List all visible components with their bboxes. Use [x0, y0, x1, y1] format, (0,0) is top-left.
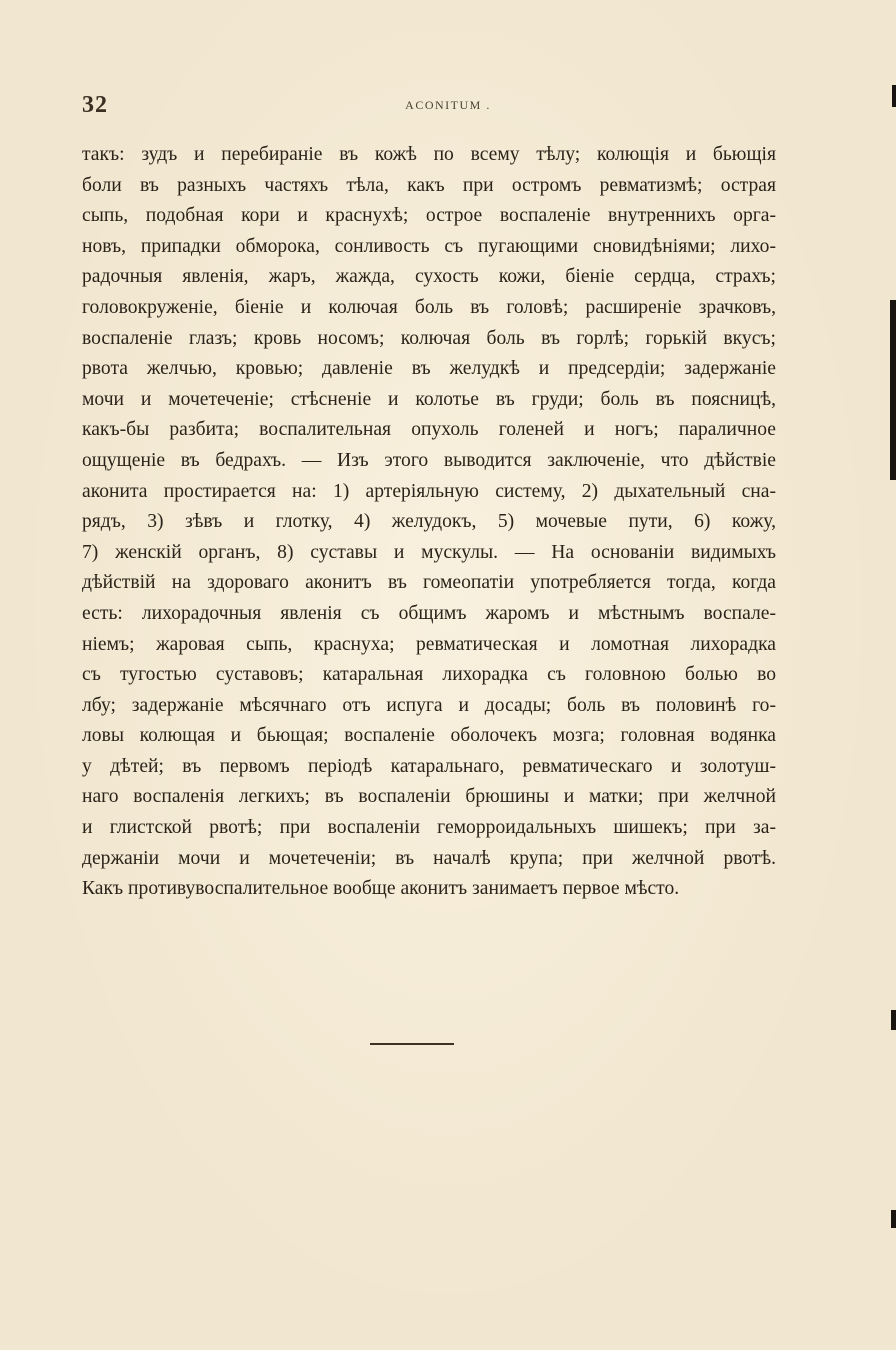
- text-line: такъ: зудъ и перебиранiе въ кожѣ по всему тѣлу; колющiя и бьющiя: [82, 144, 776, 165]
- text-line: ощущенiе въ бедрахъ. — Изъ этого выводится заключенiе, что дѣйствiе: [82, 449, 776, 471]
- end-rule-divider: [370, 1043, 454, 1045]
- text-line: и глистской рвотѣ; при воспаленiи геморроидальныхъ шишекъ; при за-: [82, 817, 776, 839]
- text-line: воспаленiе глазъ; кровь носомъ; колючая боль въ горлѣ; горькiй вкусъ;: [82, 327, 776, 349]
- page-edge-mark: [891, 1010, 896, 1030]
- text-line: лбу; задержанiе мѣсячнаго отъ испуга и досады; боль въ половинѣ го-: [82, 694, 776, 716]
- page-edge-shadow: [890, 300, 896, 480]
- text-line: 7) женскiй органъ, 8) суставы и мускулы. — На основанiи видимыхъ: [82, 541, 776, 563]
- text-line: рвота желчью, кровью; давленiе въ желудкѣ и предсердiи; задержанiе: [82, 358, 776, 380]
- page-number: 32: [82, 92, 108, 118]
- text-line: сыпь, подобная кори и краснухѣ; острое воспаленiе внутреннихъ орга-: [82, 205, 776, 227]
- body-paragraph: [82, 140, 776, 905]
- text-line: нiемъ; жаровая сыпь, краснуха; ревматическая и ломотная лихорадка: [82, 633, 776, 655]
- text-line: ловы колющая и бьющая; воспаленiе оболочекъ мозга; головная водянка: [82, 725, 776, 747]
- text-line: аконита простирается на: 1) артерiяльную систему, 2) дыхательный сна-: [82, 480, 776, 502]
- text-line: дѣйствiй на здороваго аконитъ въ гомеопатiи употребляется тогда, когда: [82, 572, 776, 594]
- text-line: мочи и мочетеченiе; стѣсненiе и колотье въ груди; боль въ поясницѣ,: [82, 388, 776, 410]
- text-line: Какъ противувоспалительное вообще аконитъ занимаетъ первое мѣсто.: [82, 878, 680, 900]
- text-line: радочныя явленiя, жаръ, жажда, сухость кожи, бiенiе сердца, страхъ;: [82, 266, 776, 288]
- text-line: есть: лихорадочныя явленiя съ общимъ жаромъ и мѣстнымъ воспале-: [82, 602, 776, 624]
- text-line: съ тугостью суставовъ; катаральная лихорадка съ головною болью во: [82, 664, 776, 686]
- text-line: новъ, припадки обморока, сонливость съ пугающими сновидѣнiями; лихо-: [82, 235, 776, 257]
- text-line: рядъ, 3) зѣвъ и глотку, 4) желудокъ, 5) мочевые пути, 6) кожу,: [82, 511, 776, 533]
- text-line: наго воспаленiя легкихъ; въ воспаленiи брюшины и матки; при желчной: [82, 786, 776, 808]
- text-line: какъ-бы разбита; воспалительная опухоль голеней и ногъ; параличное: [82, 419, 776, 441]
- text-line: держанiи мочи и мочетеченiи; въ началѣ крупа; при желчной рвотѣ.: [82, 847, 776, 869]
- text-line: боли въ разныхъ частяхъ тѣла, какъ при остромъ ревматизмѣ; острая: [82, 174, 776, 196]
- text-line: головокруженiе, бiенiе и колючая боль въ головѣ; расширенiе зрачковъ,: [82, 296, 776, 318]
- page-edge-mark: [891, 1210, 896, 1228]
- running-title: ACONITUM .: [405, 98, 491, 112]
- text-line: у дѣтей; въ первомъ перiодѣ катаральнаго, ревматическаго и золотуш-: [82, 755, 776, 777]
